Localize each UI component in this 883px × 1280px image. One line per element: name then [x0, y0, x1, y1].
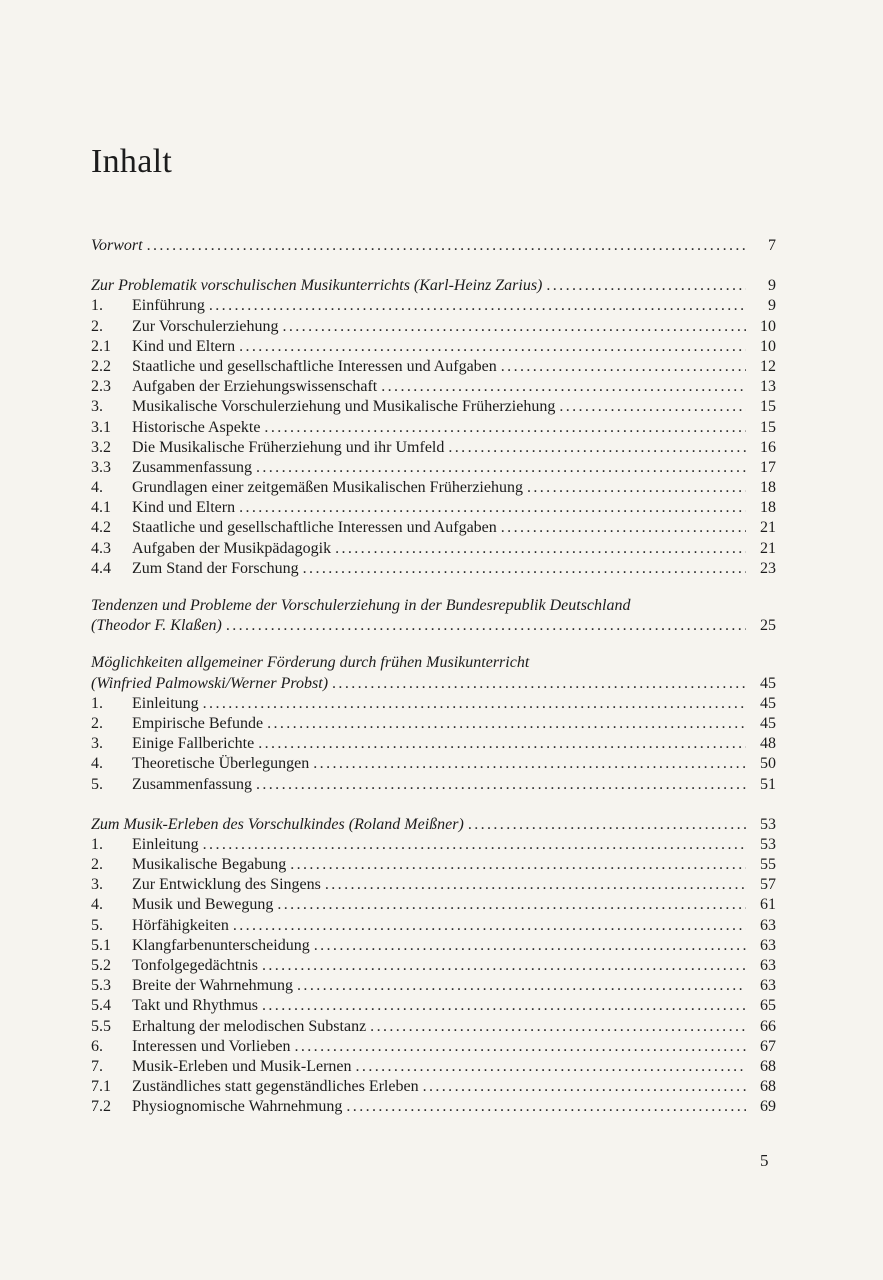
- toc-entry-page: 63: [760, 916, 776, 934]
- dot-leader: [226, 616, 746, 636]
- toc-entry-title: Zur Problematik vorschulischen Musikunterrichts (Karl-Heinz Zarius): [91, 277, 543, 295]
- toc-entry-number: 7.2: [91, 1098, 111, 1116]
- dot-leader: [468, 815, 746, 835]
- toc-entry: [91, 478, 776, 498]
- toc-entry-page: 63: [760, 977, 776, 995]
- dot-leader: [262, 956, 746, 976]
- toc-entry-title: Musik und Bewegung: [132, 896, 274, 914]
- dot-leader: [203, 835, 746, 855]
- dot-leader: [335, 539, 746, 559]
- toc-entry: [91, 835, 776, 855]
- toc-entry-page: 68: [760, 1057, 776, 1075]
- toc-entry-number: 1.: [91, 694, 103, 712]
- toc-entry-title: Staatliche und gesellschaftliche Interessen und Aufgaben: [132, 519, 497, 537]
- toc-entry-title: Zur Entwicklung des Singens: [132, 876, 321, 894]
- dot-leader: [501, 518, 746, 538]
- toc-entry-page: 57: [760, 876, 776, 894]
- toc-entry-page: 66: [760, 1017, 776, 1035]
- toc-entry: [91, 875, 776, 895]
- toc-entry-title: Klangfarbenunterscheidung: [132, 936, 310, 954]
- dot-leader: [346, 1097, 746, 1117]
- toc-entry: [91, 855, 776, 875]
- dot-leader: [423, 1077, 746, 1097]
- toc-entry-title: Physiognomische Wahrnehmung: [132, 1098, 343, 1116]
- toc-entry: [91, 1017, 776, 1037]
- toc-entry-number: 5.: [91, 916, 103, 934]
- toc-entry-title: Takt und Rhythmus: [132, 997, 258, 1015]
- toc-entry-number: 3.: [91, 876, 103, 894]
- toc-entry: [91, 996, 776, 1016]
- toc-entry: [91, 559, 776, 579]
- toc-entry: [91, 337, 776, 357]
- toc-entry-page: 10: [760, 337, 776, 355]
- toc-entry: [91, 694, 776, 714]
- toc-entry-title: Einleitung: [132, 694, 199, 712]
- toc-entry: [91, 815, 776, 835]
- toc-entry-title: Vorwort: [91, 237, 143, 254]
- toc-entry-number: 4.4: [91, 559, 111, 577]
- dot-leader: [294, 1037, 746, 1057]
- toc-entry-page: 53: [760, 815, 776, 833]
- toc-entry-number: 3.: [91, 398, 103, 416]
- toc-entry: [91, 976, 776, 996]
- toc-entry-title: Kind und Eltern: [132, 499, 236, 517]
- toc-entry: [91, 276, 776, 296]
- dot-leader: [303, 559, 746, 579]
- toc-entry-title: Musik-Erleben und Musik-Lernen: [132, 1057, 352, 1075]
- dot-leader: [501, 357, 746, 377]
- toc-entry-title: Aufgaben der Erziehungswissenschaft: [132, 378, 378, 396]
- toc-entry-title: Tonfolgegedächtnis: [132, 957, 258, 974]
- dot-leader: [258, 734, 746, 754]
- toc-entry-title: Theoretische Überlegungen: [132, 755, 310, 773]
- toc-entry-page: 10: [760, 317, 776, 335]
- toc-entry-number: 2.1: [91, 337, 111, 355]
- dot-leader: [381, 377, 746, 397]
- toc-entry-page: 55: [760, 856, 776, 874]
- toc-entry: [91, 296, 776, 316]
- toc-entry-title: Breite der Wahrnehmung: [132, 977, 294, 995]
- dot-leader: [527, 478, 746, 498]
- dot-leader: [325, 875, 746, 895]
- dot-leader: [559, 397, 746, 417]
- toc-entry-number: 4.3: [91, 539, 111, 557]
- toc-entry: [91, 956, 776, 976]
- toc-entry-page: 61: [760, 896, 776, 914]
- toc-entry: [91, 377, 776, 397]
- toc-entry: [91, 418, 776, 438]
- toc-entry-title: Musikalische Vorschulerziehung und Musikalische Früherziehung: [132, 398, 556, 416]
- toc-entry-page: 63: [760, 936, 776, 954]
- toc-entry-page: 68: [760, 1078, 776, 1096]
- toc-entry-title: Einleitung: [132, 835, 199, 853]
- dot-leader: [147, 236, 746, 256]
- dot-leader: [239, 498, 746, 518]
- toc-entry-title: (Winfried Palmowski/Werner Probst): [91, 674, 329, 692]
- toc-entry-page: 7: [768, 237, 776, 254]
- toc-entry-page: 15: [760, 398, 776, 416]
- toc-entry-title: Einige Fallberichte: [132, 735, 255, 753]
- toc-entry-number: 7.1: [91, 1078, 111, 1096]
- toc-entry-page: 65: [760, 997, 776, 1015]
- toc-entry: [91, 498, 776, 518]
- toc-entry: [91, 539, 776, 559]
- toc-entry-number: 2.2: [91, 357, 111, 375]
- dot-leader: [290, 855, 746, 875]
- dot-leader: [277, 895, 746, 915]
- dot-leader: [267, 714, 746, 734]
- toc-entry-number: 4.: [91, 479, 103, 497]
- toc-entry: [91, 775, 776, 795]
- toc-entry-number: 3.3: [91, 458, 111, 476]
- toc-entry: [91, 596, 776, 616]
- toc-entry-number: 2.: [91, 714, 103, 732]
- toc-entry-title: Staatliche und gesellschaftliche Interessen und Aufgaben: [132, 357, 497, 375]
- dot-leader: [209, 296, 746, 316]
- toc-entry-number: 4.: [91, 896, 103, 914]
- toc-entry-page: 45: [760, 694, 776, 712]
- toc-entry-title: Hörfähigkeiten: [132, 916, 229, 934]
- toc-entry: [91, 357, 776, 377]
- toc-entry-page: 51: [760, 775, 776, 793]
- toc-entry-page: 69: [760, 1098, 776, 1116]
- toc-entry-page: 18: [760, 499, 776, 517]
- toc-entry-title: Zusammenfassung: [132, 458, 252, 476]
- toc-entry: [91, 674, 776, 694]
- dot-leader: [203, 694, 746, 714]
- toc-entry: [91, 1057, 776, 1077]
- dot-leader: [239, 337, 746, 357]
- dot-leader: [370, 1017, 746, 1037]
- toc-entry: [91, 1037, 776, 1057]
- toc-entry-number: 3.2: [91, 438, 111, 456]
- toc-entry-number: 1.: [91, 297, 103, 315]
- toc-entry: [91, 1097, 776, 1117]
- toc-entry: [91, 653, 776, 673]
- toc-entry-page: 9: [768, 277, 776, 295]
- toc-entry-number: 4.: [91, 755, 103, 773]
- toc-entry-number: 2.: [91, 317, 103, 335]
- toc-entry-title: Einführung: [132, 297, 205, 315]
- toc-entry-title: Zuständliches statt gegenständliches Erleben: [132, 1078, 419, 1096]
- page-title: Inhalt: [91, 143, 173, 180]
- toc-entry-page: 25: [760, 617, 776, 635]
- toc-entry-page: 12: [760, 357, 776, 375]
- toc-entry: [91, 518, 776, 538]
- toc-entry-number: 3.1: [91, 418, 111, 436]
- toc-entry: [91, 754, 776, 774]
- toc-entry-page: 18: [760, 479, 776, 497]
- toc-entry-title: Kind und Eltern: [132, 337, 236, 355]
- toc-entry-page: 45: [760, 714, 776, 732]
- toc-entry-page: 48: [760, 735, 776, 753]
- toc-entry-page: 15: [760, 418, 776, 436]
- toc-entry-number: 2.: [91, 856, 103, 874]
- toc-entry-title: Aufgaben der Musikpädagogik: [132, 539, 332, 557]
- toc-entry-title: Empirische Befunde: [132, 714, 264, 732]
- dot-leader: [264, 418, 746, 438]
- toc-entry-page: 17: [760, 458, 776, 476]
- toc-entry: [91, 734, 776, 754]
- toc-entry-number: 5.: [91, 775, 103, 793]
- dot-leader: [356, 1057, 746, 1077]
- toc-entry: [91, 1077, 776, 1097]
- toc-entry-number: 5.1: [91, 936, 111, 954]
- toc-entry-page: 13: [760, 378, 776, 396]
- toc-entry: [91, 916, 776, 936]
- toc-entry-title: Historische Aspekte: [132, 418, 261, 436]
- dot-leader: [256, 775, 746, 795]
- dot-leader: [313, 754, 746, 774]
- dot-leader: [314, 936, 746, 956]
- toc-entry-title: Zum Musik-Erleben des Vorschulkindes (Roland Meißner): [91, 815, 464, 833]
- toc-entry: [91, 317, 776, 337]
- toc-entry-title: Tendenzen und Probleme der Vorschulerziehung in der Bundesrepublik Deutschland: [91, 597, 631, 614]
- table-of-contents: [91, 236, 776, 1118]
- toc-entry-title: Zum Stand der Forschung: [132, 559, 299, 577]
- toc-entry-number: 4.2: [91, 519, 111, 537]
- toc-entry: [91, 616, 776, 636]
- toc-entry-page: 21: [760, 539, 776, 557]
- toc-entry: [91, 236, 776, 256]
- toc-entry: [91, 438, 776, 458]
- toc-entry: [91, 936, 776, 956]
- toc-entry-number: 3.: [91, 735, 103, 753]
- toc-entry-number: 7.: [91, 1057, 103, 1075]
- toc-entry-page: 50: [760, 755, 776, 773]
- toc-entry-number: 6.: [91, 1037, 103, 1055]
- toc-entry-title: Zusammenfassung: [132, 775, 252, 793]
- dot-leader: [448, 438, 746, 458]
- toc-entry: [91, 458, 776, 478]
- toc-entry-title: (Theodor F. Klaßen): [91, 617, 222, 635]
- toc-entry-page: 63: [760, 957, 776, 974]
- toc-entry-title: Die Musikalische Früherziehung und ihr Umfeld: [132, 438, 445, 456]
- dot-leader: [233, 916, 746, 936]
- toc-entry-page: 21: [760, 519, 776, 537]
- dot-leader: [546, 276, 746, 296]
- dot-leader: [282, 317, 746, 337]
- toc-entry-page: 23: [760, 559, 776, 577]
- toc-entry: [91, 714, 776, 734]
- toc-entry-number: 1.: [91, 835, 103, 853]
- toc-entry: [91, 397, 776, 417]
- toc-entry-number: 5.2: [91, 957, 111, 974]
- toc-entry-title: Möglichkeiten allgemeiner Förderung durch frühen Musikunterricht: [91, 654, 530, 672]
- toc-entry-title: Erhaltung der melodischen Substanz: [132, 1017, 367, 1035]
- toc-entry-number: 5.5: [91, 1017, 111, 1035]
- toc-entry-number: 2.3: [91, 378, 111, 396]
- toc-entry-title: Musikalische Begabung: [132, 856, 287, 874]
- toc-entry-page: 67: [760, 1037, 776, 1055]
- toc-entry-title: Zur Vorschulerziehung: [132, 317, 279, 335]
- toc-entry-page: 45: [760, 674, 776, 692]
- toc-entry-page: 53: [760, 835, 776, 853]
- toc-entry-page: 16: [760, 438, 776, 456]
- dot-leader: [297, 976, 746, 996]
- toc-entry-page: 9: [768, 297, 776, 315]
- dot-leader: [256, 458, 746, 478]
- toc-entry-number: 5.4: [91, 997, 111, 1015]
- toc-entry-number: 4.1: [91, 499, 111, 517]
- toc-entry: [91, 895, 776, 915]
- dot-leader: [332, 674, 746, 694]
- page-number: 5: [760, 1151, 769, 1170]
- toc-entry-number: 5.3: [91, 977, 111, 995]
- dot-leader: [262, 996, 746, 1016]
- toc-entry-title: Grundlagen einer zeitgemäßen Musikalischen Früherziehung: [132, 479, 523, 497]
- toc-entry-title: Interessen und Vorlieben: [132, 1037, 291, 1055]
